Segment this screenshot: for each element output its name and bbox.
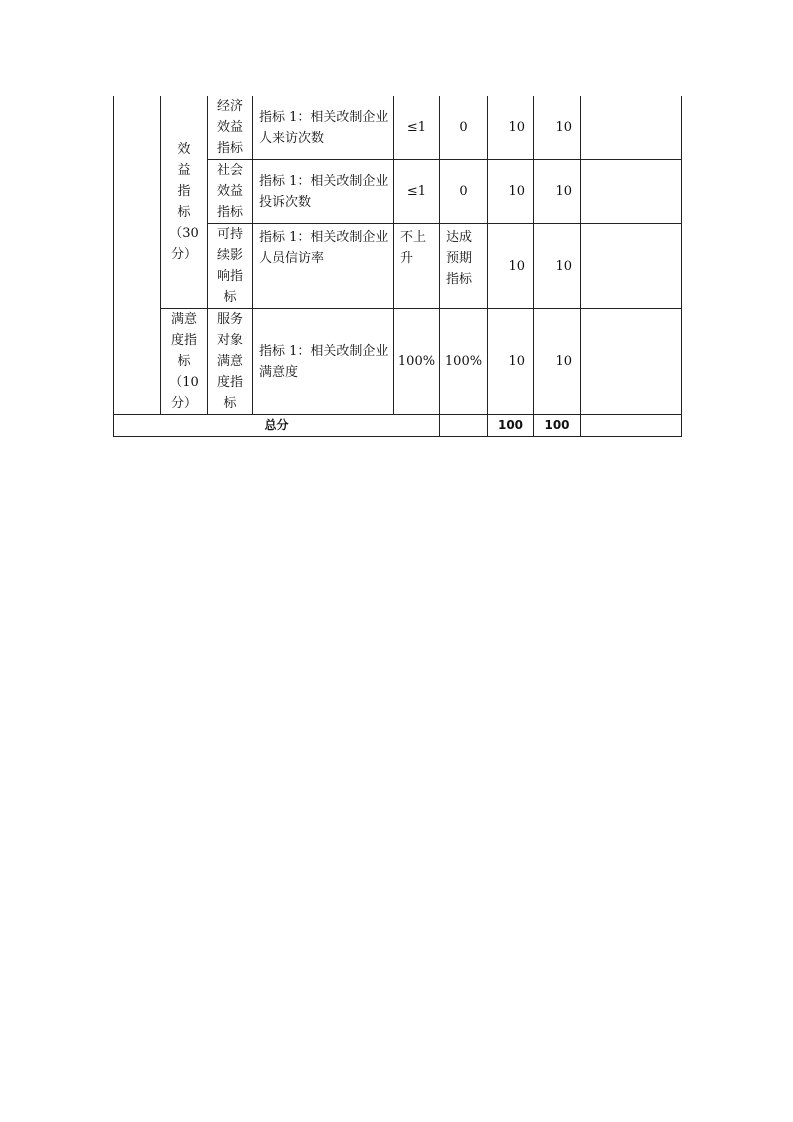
weight-cell: 10 [488,160,534,224]
category-cell-benefit [161,96,208,309]
indicator-text: 投诉次数 [259,194,312,210]
subcategory-text: 指标 [216,205,243,220]
category-cell-satisfaction [161,309,208,415]
subcategory-text: 指标 [216,141,243,156]
note-cell [581,160,682,224]
note-cell [581,224,682,309]
subcategory-text: 标 [223,290,237,305]
subcategory-text: 满意 [216,354,243,369]
weight-cell: 10 [488,224,534,309]
indicator-text: 满意度 [259,364,299,380]
category-text: 益 [177,163,191,178]
subcategory-cell [208,224,253,309]
indicator-text: 指标 1：相关改制企业 [259,173,389,189]
target-cell: ≤1 [394,96,440,160]
actual-text: 达成 [446,230,473,245]
score-cell: 10 [534,309,581,415]
score-cell: 10 [534,96,581,160]
subcategory-cell [208,96,253,160]
actual-text: 指标 [446,272,473,287]
indicator-text: 人来访次数 [259,130,325,146]
category-text: 标 [177,205,191,220]
subcategory-text: 效益 [216,184,243,199]
actual-text: 预期 [446,251,473,266]
subcategory-text: 可持 [216,227,243,242]
indicator-text: 指标 1：相关改制企业 [259,343,389,359]
weight-cell: 10 [488,96,534,160]
category-text: 标 [177,354,191,369]
category-text: 指 [177,184,191,199]
total-row [114,415,682,437]
category-text: 分） [170,396,197,411]
target-text: 升 [400,251,414,266]
indicator-text: 指标 1：相关改制企业 [259,230,389,245]
category-text: 满意 [170,312,197,327]
score-cell: 10 [534,160,581,224]
subcategory-cell [208,160,253,224]
subcategory-text: 续影 [216,248,243,263]
target-cell: ≤1 [394,160,440,224]
total-weight-cell: 100 [488,415,534,437]
subcategory-text: 效益 [216,120,243,135]
indicator-cell [253,96,394,160]
subcategory-text: 度指 [216,375,243,390]
score-cell: 10 [534,224,581,309]
subcategory-text: 响指 [216,269,243,284]
subcategory-text: 服务 [216,312,243,327]
indicator-cell [253,160,394,224]
total-note-cell [581,415,682,437]
total-blank-cell [440,415,488,437]
actual-cell: 100% [440,309,488,415]
subcategory-text: 对象 [216,333,243,348]
target-cell [394,224,440,309]
category-text: 效 [177,142,191,157]
table-row [114,96,682,160]
actual-cell: 0 [440,160,488,224]
actual-cell [440,224,488,309]
indicator-cell [253,224,394,309]
subcategory-text: 社会 [216,163,243,178]
category-text: （30 [169,226,199,241]
indicator-text: 人员信访率 [259,251,325,266]
category-text: 分） [170,247,197,262]
target-text: 不上 [400,230,427,245]
total-score-cell: 100 [534,415,581,437]
actual-cell: 0 [440,96,488,160]
indicator-text: 指标 1：相关改制企业 [259,109,389,125]
indicator-cell [253,309,394,415]
blank-first-col-cell [114,96,161,415]
note-cell [581,309,682,415]
target-cell: 100% [394,309,440,415]
note-cell [581,96,682,160]
total-label: 总分 [114,415,440,437]
subcategory-cell [208,309,253,415]
subcategory-text: 标 [223,396,237,411]
table-row [114,309,682,415]
category-text: 度指 [170,333,197,348]
category-text: （10 [169,375,199,390]
weight-cell: 10 [488,309,534,415]
performance-table [113,96,682,437]
subcategory-text: 经济 [216,99,243,114]
